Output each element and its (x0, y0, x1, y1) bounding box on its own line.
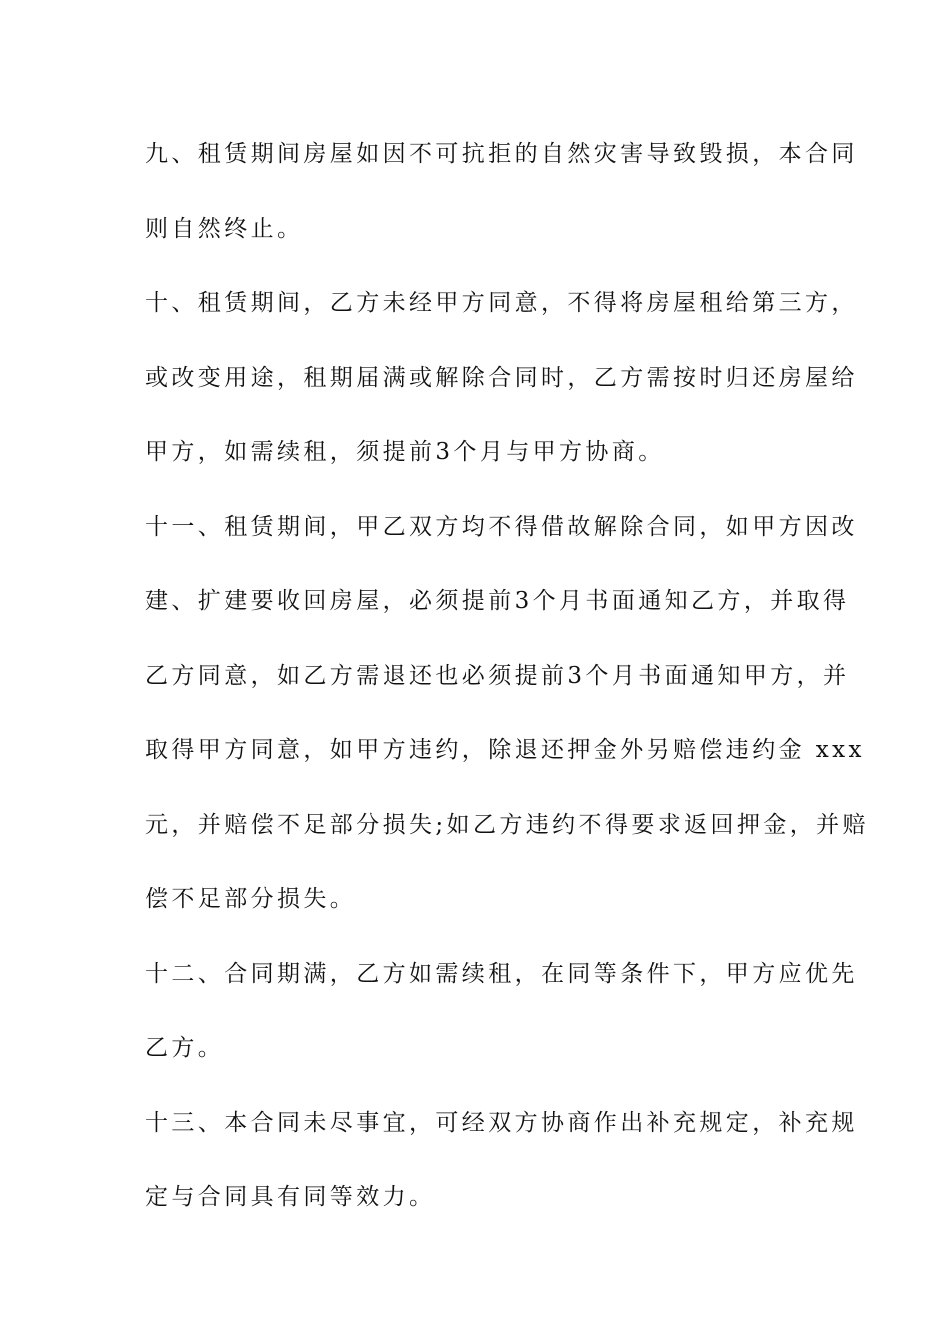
text-line: 元，并赔偿不足部分损失;如乙方违约不得要求返回押金，并赔 (145, 811, 869, 838)
text-line: 建、扩建要收回房屋，必须提前3个月书面通知乙方，并取得 (145, 588, 850, 614)
text-line: 乙方同意，如乙方需退还也必须提前3个月书面通知甲方，并 (145, 662, 850, 689)
text-line: 九、租赁期间房屋如因不可抗拒的自然灾害导致毁损，本合同 (145, 141, 858, 167)
text-line: 偿不足部分损失。 (145, 886, 357, 912)
text-line: 十一、租赁期间，甲乙双方均不得借故解除合同，如甲方因改 (145, 513, 858, 540)
text-line: 则自然终止。 (145, 215, 304, 242)
text-line: 定与合同具有同等效力。 (145, 1184, 436, 1210)
text-line: 或改变用途，租期届满或解除合同时，乙方需按时归还房屋给 (145, 364, 858, 391)
text-line: 乙方。 (145, 1035, 225, 1061)
text-line: 取得甲方同意，如甲方违约，除退还押金外另赔偿违约金 xxx (145, 737, 865, 763)
text-line: 十三、本合同未尽事宜，可经双方协商作出补充规定，补充规 (145, 1109, 858, 1136)
text-line: 十、租赁期间，乙方未经甲方同意，不得将房屋租给第三方， (145, 290, 858, 316)
text-line: 十二、合同期满，乙方如需续租，在同等条件下，甲方应优先 (145, 960, 858, 987)
text-line: 甲方，如需续租，须提前3个月与甲方协商。 (145, 439, 665, 465)
document-body (145, 131, 869, 1249)
